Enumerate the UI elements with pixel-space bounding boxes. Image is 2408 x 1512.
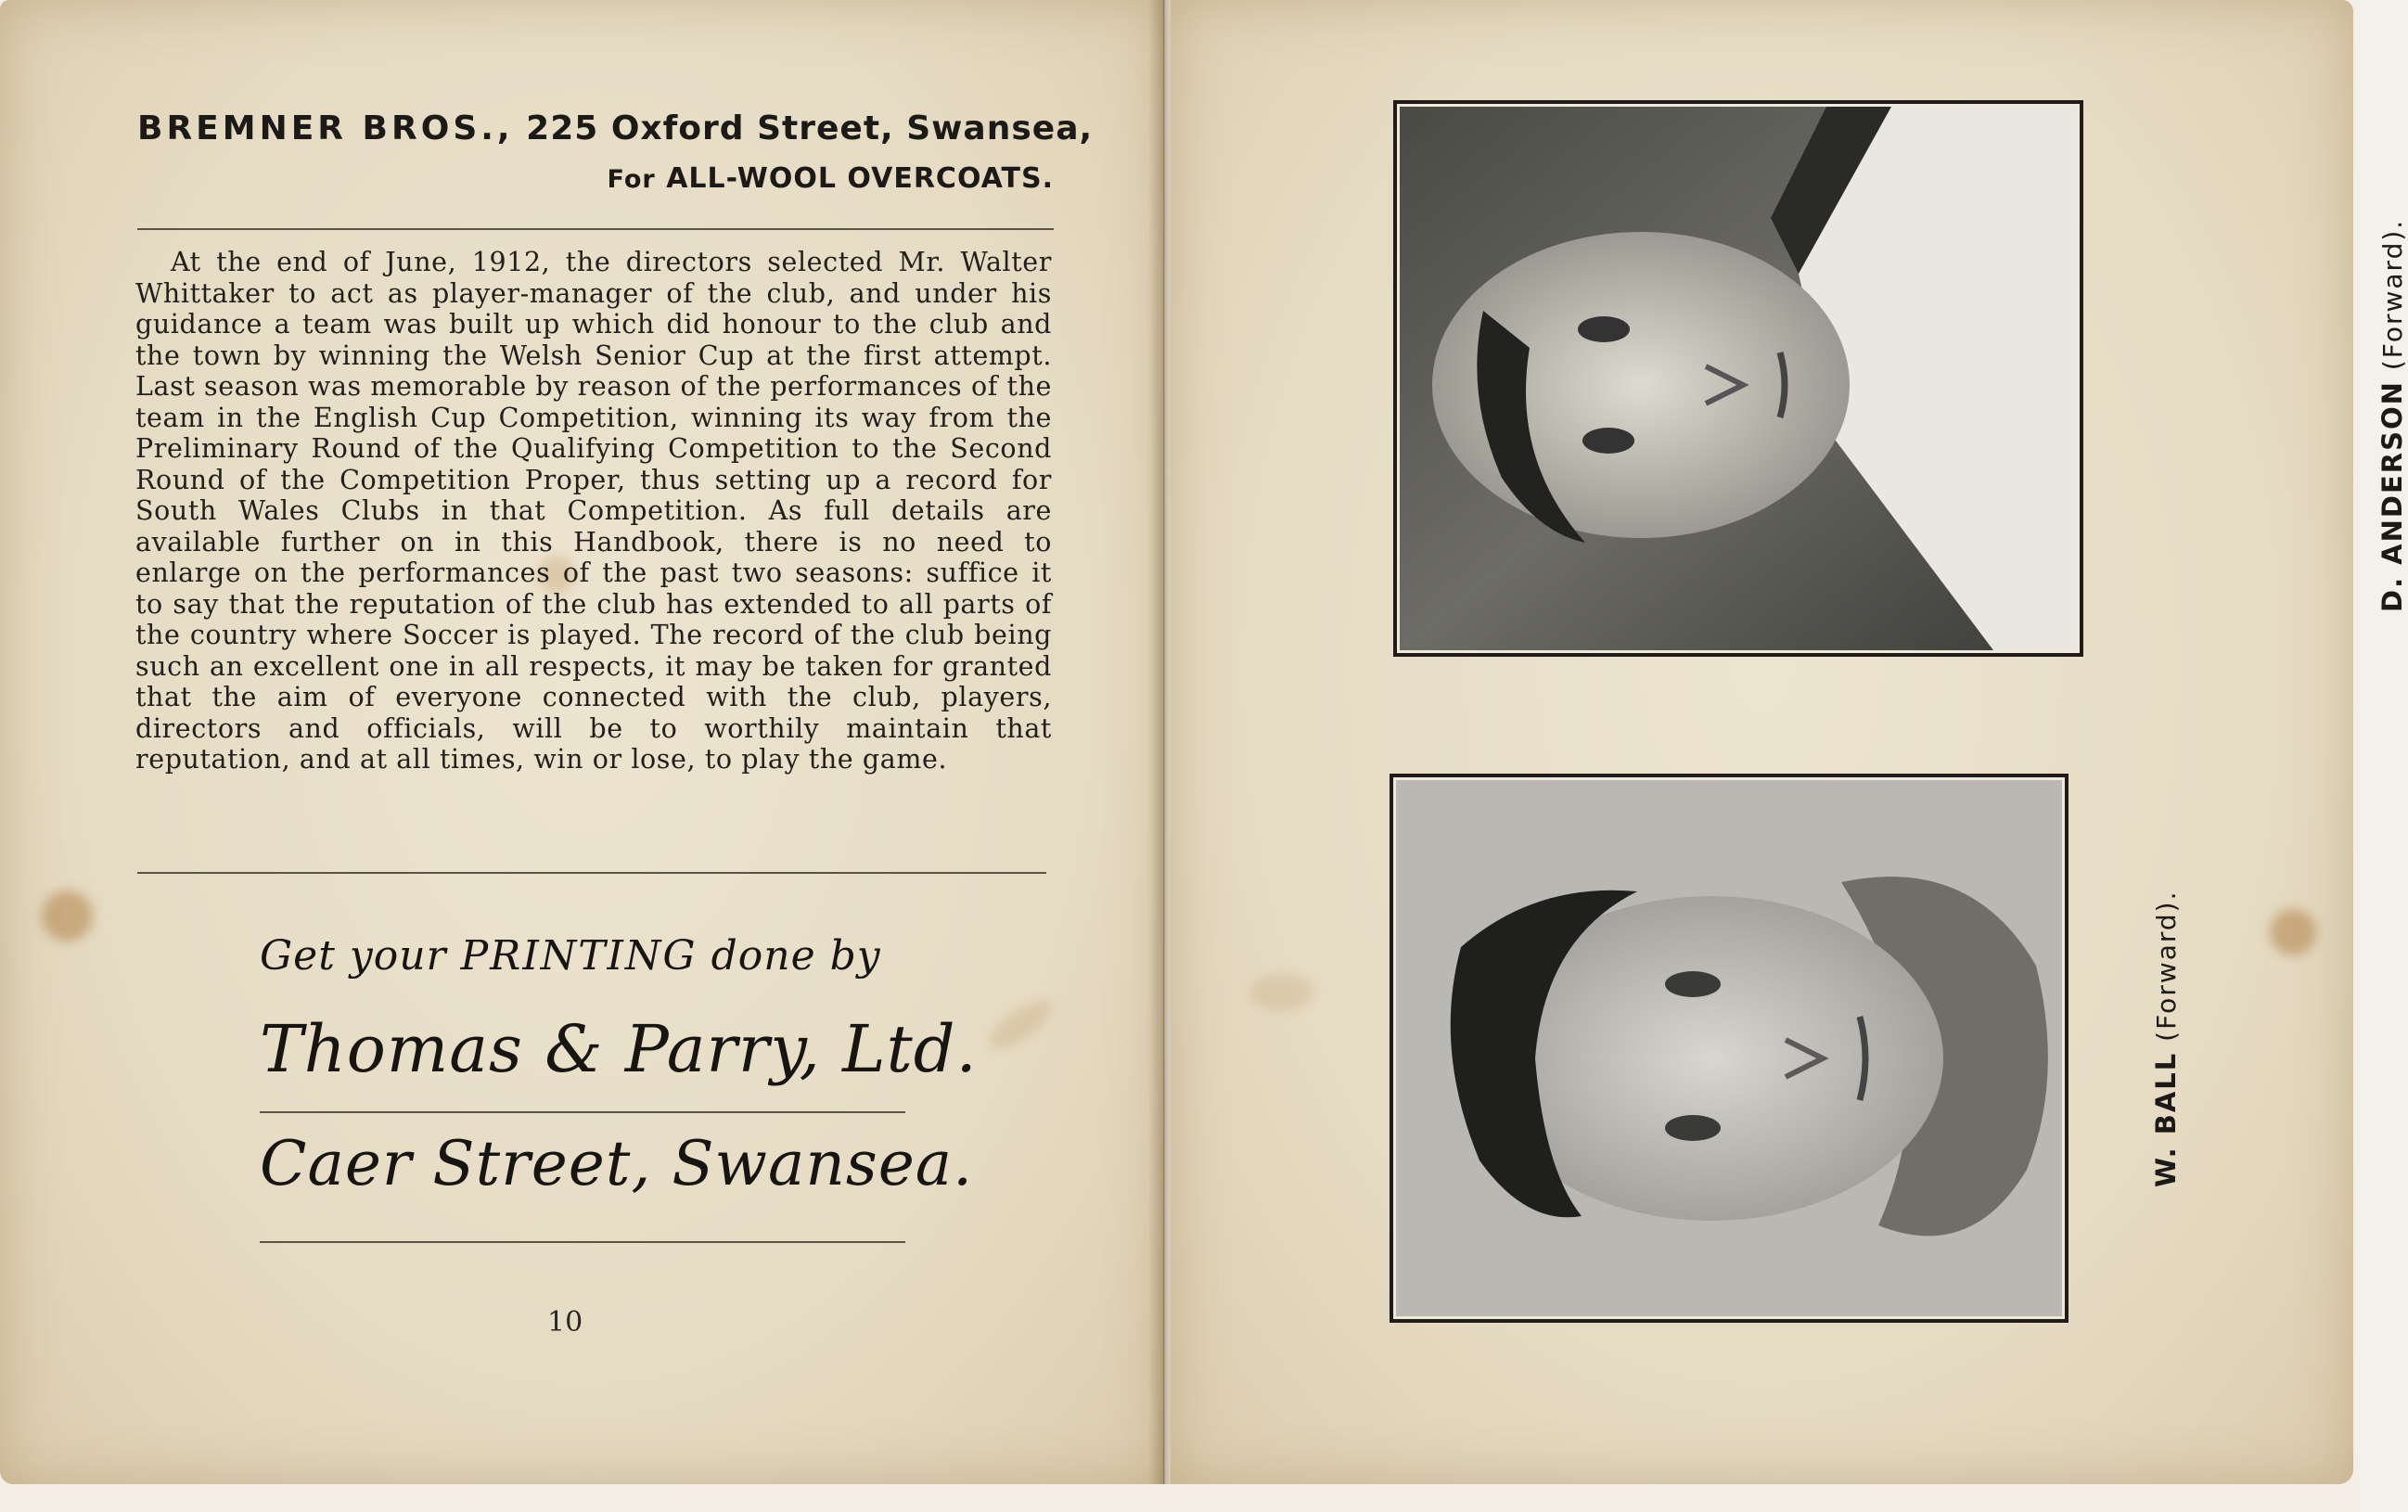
club-history-text: At the end of June, 1912, the directors selected Mr. Walter Whittaker to act as player-manager of the club, and under his guidance a team was built up which did honour to the club and the town by winning the Welsh Senior Cup at the first attempt. Last season was memorable by reason of the performances of the team in the English Cup Competition, winning its way from the Preliminary Round of the Qualifying Competition to the Second Round of the Competition Proper, thus setting up a record for South Wales Clubs in that Competition. As full details are available further on in this Handbook, there is no need to enlarge on the performances of the past two seasons: suffice it to say that the reputation of the club has extended to all parts of the country where Soccer is played. The record of the club being such an excellent one in all respects, it may be taken for granted that the aim of everyone connected with the club, players, directors and officials, will be to worthily maintain that reputation, and at all times, win or lose, to play the game. — [135, 247, 1052, 775]
portrait-image — [1396, 780, 2062, 1316]
printer-address: Caer Street, Swansea. — [260, 1128, 974, 1199]
player-photo-ball — [1390, 774, 2069, 1323]
street-underline — [260, 1241, 905, 1243]
printing-done-by: done by — [711, 932, 881, 980]
printing-word: PRINTING — [460, 932, 698, 980]
advert-product: ALL-WOOL OVERCOATS. — [666, 162, 1054, 195]
printing-get-your: Get your — [260, 932, 447, 980]
firm-underline — [260, 1111, 905, 1113]
middle-divider — [137, 872, 1046, 874]
player-name-ball: W. BALL — [2150, 1051, 2182, 1187]
bremner-advert — [137, 109, 1094, 195]
advertiser-name: BREMNER BROS., — [137, 109, 514, 147]
player-name-anderson: D. ANDERSON — [2376, 380, 2408, 612]
printer-firm-name: Thomas & Parry, Ltd. — [260, 1011, 978, 1087]
advertiser-address: 225 Oxford Street, Swansea, — [526, 109, 1094, 147]
caption-ball — [2150, 890, 2182, 1187]
portrait-image — [1400, 107, 2077, 650]
right-page — [1171, 0, 2408, 1484]
left-page — [0, 0, 1164, 1484]
printing-advert — [260, 932, 978, 1199]
top-divider — [137, 228, 1054, 230]
player-position-ball: (Forward). — [2151, 890, 2182, 1042]
caption-anderson — [2376, 219, 2408, 612]
player-position-anderson: (Forward). — [2377, 218, 2408, 371]
player-photo-anderson — [1393, 100, 2083, 657]
advert-for-prefix: For — [607, 165, 656, 194]
page-number: 10 — [547, 1306, 583, 1339]
